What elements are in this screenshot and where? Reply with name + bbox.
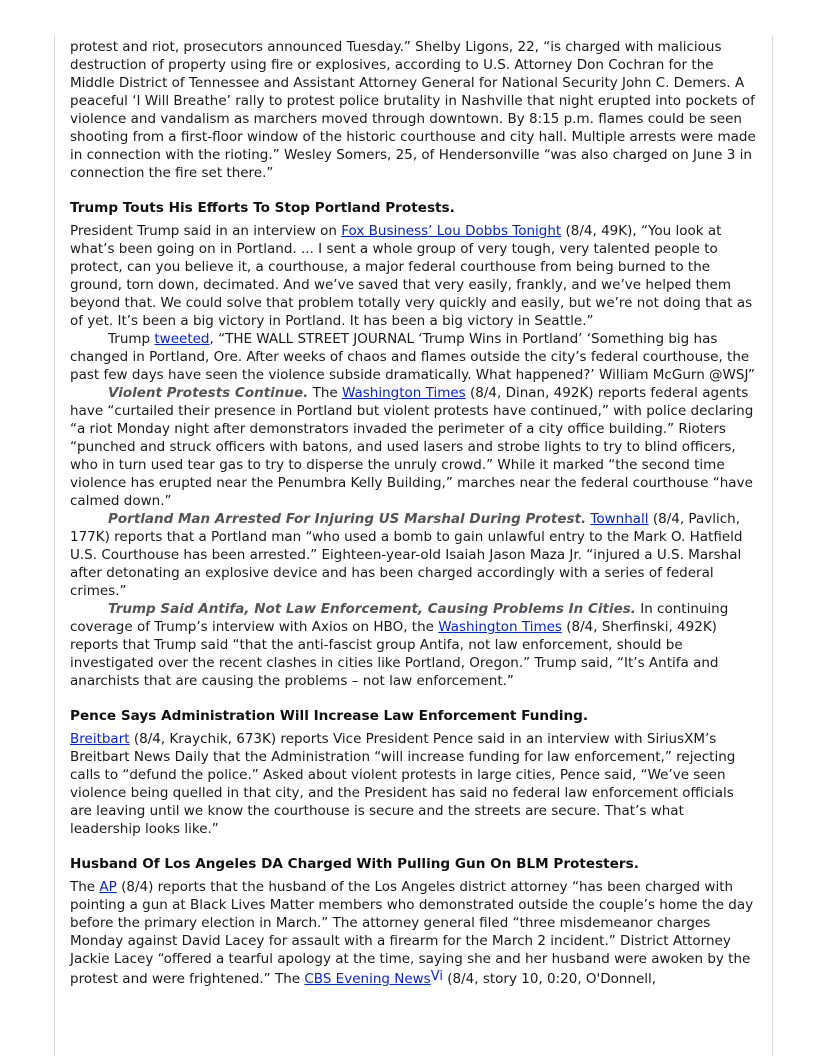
subhead-antifa: Trump Said Antifa, Not Law Enforcement, Causing Problems In Cities. [108, 601, 636, 617]
paragraph-violent-protests: Violent Protests Continue. The Washington Times (8/4, Dinan, 492K) reports federal agents have “curtailed their presence in Portland but violent protests have continued,” with police declaring “a riot Monday night after demonstrators invaded the perimeter of a city office building.” Rioters “punched and struck officers with batons, and used lasers and strobe lights to try to blind officers, who in turn used tear gas to try to disperse the unruly crowd.” While it marked “the second time violence has erupted near the Penumbra Kelly Building,” marches near the federal courthouse “have calmed down.” [70, 385, 754, 509]
heading-trump-portland: Trump Touts His Efforts To Stop Portland Protests. [70, 200, 455, 216]
subhead-portland-man: Portland Man Arrested For Injuring US Marshal During Protest. [108, 511, 587, 527]
right-margin-rule [772, 36, 773, 1056]
intro-paragraph: protest and riot, prosecutors announced Tuesday.” Shelby Ligons, 22, “is charged with malicious destruction of property using fire or explosives, according to U.S. Attorney Don Cochran for the Middle District of Tennessee and Assistant Attorney General for National Security John C. Demers. A peaceful ‘I Will Breathe’ rally to protest police brutality in Nashville that night erupted into pockets of violence and vandalism as marchers moved through downtown. By 8:15 p.m. flames could be seen shooting from a first-floor window of the historic courthouse and city hall. Multiple arrests were made in connection with the rioting.” Wesley Somers, 25, of Hendersonville “was also charged on June 3 in connection the fire set there.” [70, 39, 756, 181]
link-cbs-evening-news[interactable]: CBS Evening News [304, 971, 431, 987]
heading-lacey-husband: Husband Of Los Angeles DA Charged With Pulling Gun On BLM Protesters. [70, 856, 639, 872]
news-column [70, 38, 758, 988]
link-breitbart[interactable]: Breitbart [70, 731, 130, 747]
heading-pence-funding: Pence Says Administration Will Increase Law Enforcement Funding. [70, 708, 589, 724]
link-townhall[interactable]: Townhall [590, 511, 649, 527]
subhead-violent-protests: Violent Protests Continue. [108, 385, 309, 401]
paragraph-pence: Breitbart (8/4, Kraychik, 673K) reports Vice President Pence said in an interview with SiriusXM’s Breitbart News Daily that the Administration “will increase funding for law enforcement,” rejecting calls to “defund the police.” Asked about violent protests in large cities, Pence said, “We’ve seen violence being quelled in that city, and the President has said no federal law enforcement officials are leaving until we know the courthouse is secure and the streets are secure. That’s what leadership looks like.” [70, 731, 736, 837]
link-ap[interactable]: AP [99, 879, 117, 895]
video-indicator[interactable]: Vi [430, 969, 443, 984]
link-fox-business[interactable]: Fox Business’ Lou Dobbs Tonight [341, 223, 562, 239]
paragraph-antifa: Trump Said Antifa, Not Law Enforcement, Causing Problems In Cities. In continuing coverage of Trump’s interview with Axios on HBO, the Washington Times (8/4, Sherfinski, 492K) reports that Trump said “that the anti-fascist group Antifa, not law enforcement, should be investigated over the recent clashes in cities like Portland, Oregon.” Trump said, “It’s Antifa and anarchists that are causing the problems – not law enforcement.” [70, 601, 729, 689]
paragraph-portland-man-arrested: Portland Man Arrested For Injuring US Marshal During Protest. Townhall (8/4, Pavlich, 177K) reports that a Portland man “who used a bomb to gain unlawful entry to the Mark O. Hatfield U.S. Courthouse has been arrested.” Eighteen-year-old Isaiah Jason Maza Jr. “injured a U.S. Marshal after detonating an explosive device and has been charged accordingly with a series of federal crimes.” [70, 511, 743, 599]
link-washington-times[interactable]: Washington Times [342, 385, 466, 401]
left-margin-rule [54, 36, 55, 1056]
paragraph-lacey: The AP (8/4) reports that the husband of the Los Angeles district attorney “has been charged with pointing a gun at Black Lives Matter members who demonstrated outside the couple’s home the day before the primary election in March.” The attorney general filed “three misdemeanor charges Monday against David Lacey for assault with a firearm for the March 2 incident.” District Attorney Jackie Lacey “offered a tearful apology at the time, saying she and her husband were awoken by the protest and were frightened.” The CBS Evening News$^{Vi}$ (8/4, story 10, 0:20, O'Donnell, [70, 879, 754, 987]
link-tweeted[interactable]: tweeted [154, 331, 210, 347]
link-washington-times-2[interactable]: Washington Times [438, 619, 562, 635]
paragraph-trump-interview: President Trump said in an interview on Fox Business’ Lou Dobbs Tonight (8/4, 49K), “You look at what’s been going on in Portland. ... I sent a whole group of very tough, very talented people to protect, can you believe it, a courthouse, a major federal courthouse from being burned to the ground, torn down, decimated. And we’ve saved that very easily, frankly, and we’ve helped them beyond that. We could solve that problem totally very quickly and easily, but we’re not doing that as of yet. It’s been a big victory in Portland. It has been a big victory in Seattle.” [70, 223, 753, 329]
paragraph-trump-tweet: Trump tweeted, “THE WALL STREET JOURNAL ‘Trump Wins in Portland’ ‘Something big has changed in Portland, Ore. After weeks of chaos and flames outside the city’s federal courthouse, the past few days have seen the violence subside dramatically. What happened?’ William McGurn @WSJ” [70, 331, 756, 383]
